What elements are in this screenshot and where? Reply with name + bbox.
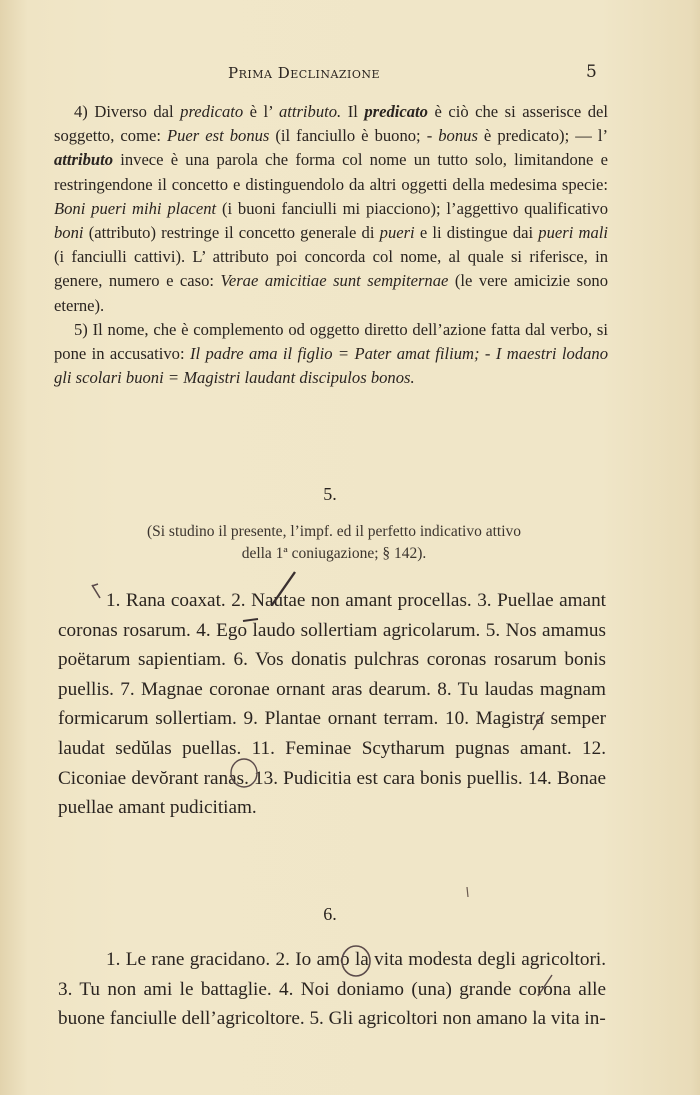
page-header <box>0 64 700 88</box>
instruction-line-2: della 1ª coniugazione; § 142). <box>241 545 427 562</box>
grammar-notes <box>54 100 608 390</box>
note-text-segment: (le vere amicizie sono eterne). <box>54 271 609 315</box>
note-text-segment: pueri mali <box>538 223 608 243</box>
note-text-segment: 5) Il nome, che è complemento od oggetto diretto dell’azione fatta dal verbo, si pone in accusativo: <box>54 319 608 364</box>
note-paragraph-5 <box>54 318 608 391</box>
section-5-instruction <box>74 521 594 565</box>
exercise-6-sentences: 1. Le rane gracidano. 2. Io amo la vita modesta degli agricoltori. 3. Tu non ami le battaglie. 4. Noi doniamo (una) grande corona alle buone fanciulle dell’agricoltore. 5. Gli agricoltori non amano la vita in- <box>58 949 606 1030</box>
note-text-segment: e li distingue dai <box>414 223 539 243</box>
note-text-segment: 4) Diverso dal <box>74 102 181 121</box>
note-text-segment: bonus <box>438 126 478 146</box>
note-text-segment: attributo. <box>278 102 342 121</box>
note-text-segment: attributo <box>54 150 114 170</box>
pencil-dot-mark <box>467 887 468 897</box>
note-text-segment: Puer est bonus <box>166 126 270 146</box>
note-text-segment: pueri <box>379 223 415 243</box>
exercise-6-text <box>58 945 606 1034</box>
note-text-segment: invece è una parola che forma col nome un tutto solo, limitandone e restringendone il concetto e distinguendolo da altri oggetti della medesima specie: <box>54 150 608 194</box>
note-text-segment: predicato <box>364 102 428 121</box>
note-text-segment: (il fanciullo è buono; - <box>269 126 439 146</box>
note-text-segment: è predicato); — l’ <box>477 126 608 146</box>
note-paragraph-4 <box>54 100 608 318</box>
note-text-segment: è l’ <box>243 102 279 121</box>
exercise-5-sentences: 1. Rana coaxat. 2. Nautae non amant procellas. 3. Puellae amant coronas rosarum. 4. Ego laudo sollertiam agricolarum. 5. Nos amamus poëtarum sapientiam. 6. Vos donatis pulchras coronas rosarum bonis puellis. 7. Magnae coronae ornant aras dearum. 8. Tu laudas magnam formicarum sollertiam. 9. Plantae ornant terram. 10. Magistra semper laudat sedŭlas puellas. 11. Feminae Scytharum pugnas amant. 12. Ciconiae devŏrant ranas. 13. Pudicitia est cara bonis puellis. 14. Bonae puellae amant pudicitiam. <box>58 590 606 819</box>
note-text-segment: (i fanciulli cattivi). L’ attributo poi concorda col nome, al quale si riferisce, in genere, numero e caso: <box>54 247 608 291</box>
note-text-segment: Verae amicitiae sunt sempiternae <box>220 271 449 291</box>
note-text-segment: predicato <box>180 102 244 121</box>
note-text-segment: Il padre ama il figlio = Pater amat filium; - I maestri lodano gli scolari buoni = Magistri laudant discipulos bonos. <box>54 344 609 388</box>
note-text-segment: (i buoni fanciulli mi piacciono); l’aggettivo qualificativo <box>216 198 608 218</box>
instruction-line-1: (Si studino il presente, l’impf. ed il perfetto indicativo attivo <box>146 523 522 540</box>
note-text-segment: boni <box>54 223 84 243</box>
running-head: Prima Declinazione <box>228 64 381 82</box>
page-number: 5 <box>586 62 597 82</box>
section-5-number: 5. <box>323 484 337 504</box>
note-text-segment: Boni pueri mihi placent <box>54 198 217 218</box>
note-text-segment: (attributo) restringe il concetto generale di <box>83 223 380 243</box>
note-text-segment: Il <box>341 102 365 121</box>
note-text-segment: è ciò che si asserisce del soggetto, come: <box>54 102 608 146</box>
section-6-number: 6. <box>323 904 337 924</box>
exercise-5-text <box>58 586 606 823</box>
